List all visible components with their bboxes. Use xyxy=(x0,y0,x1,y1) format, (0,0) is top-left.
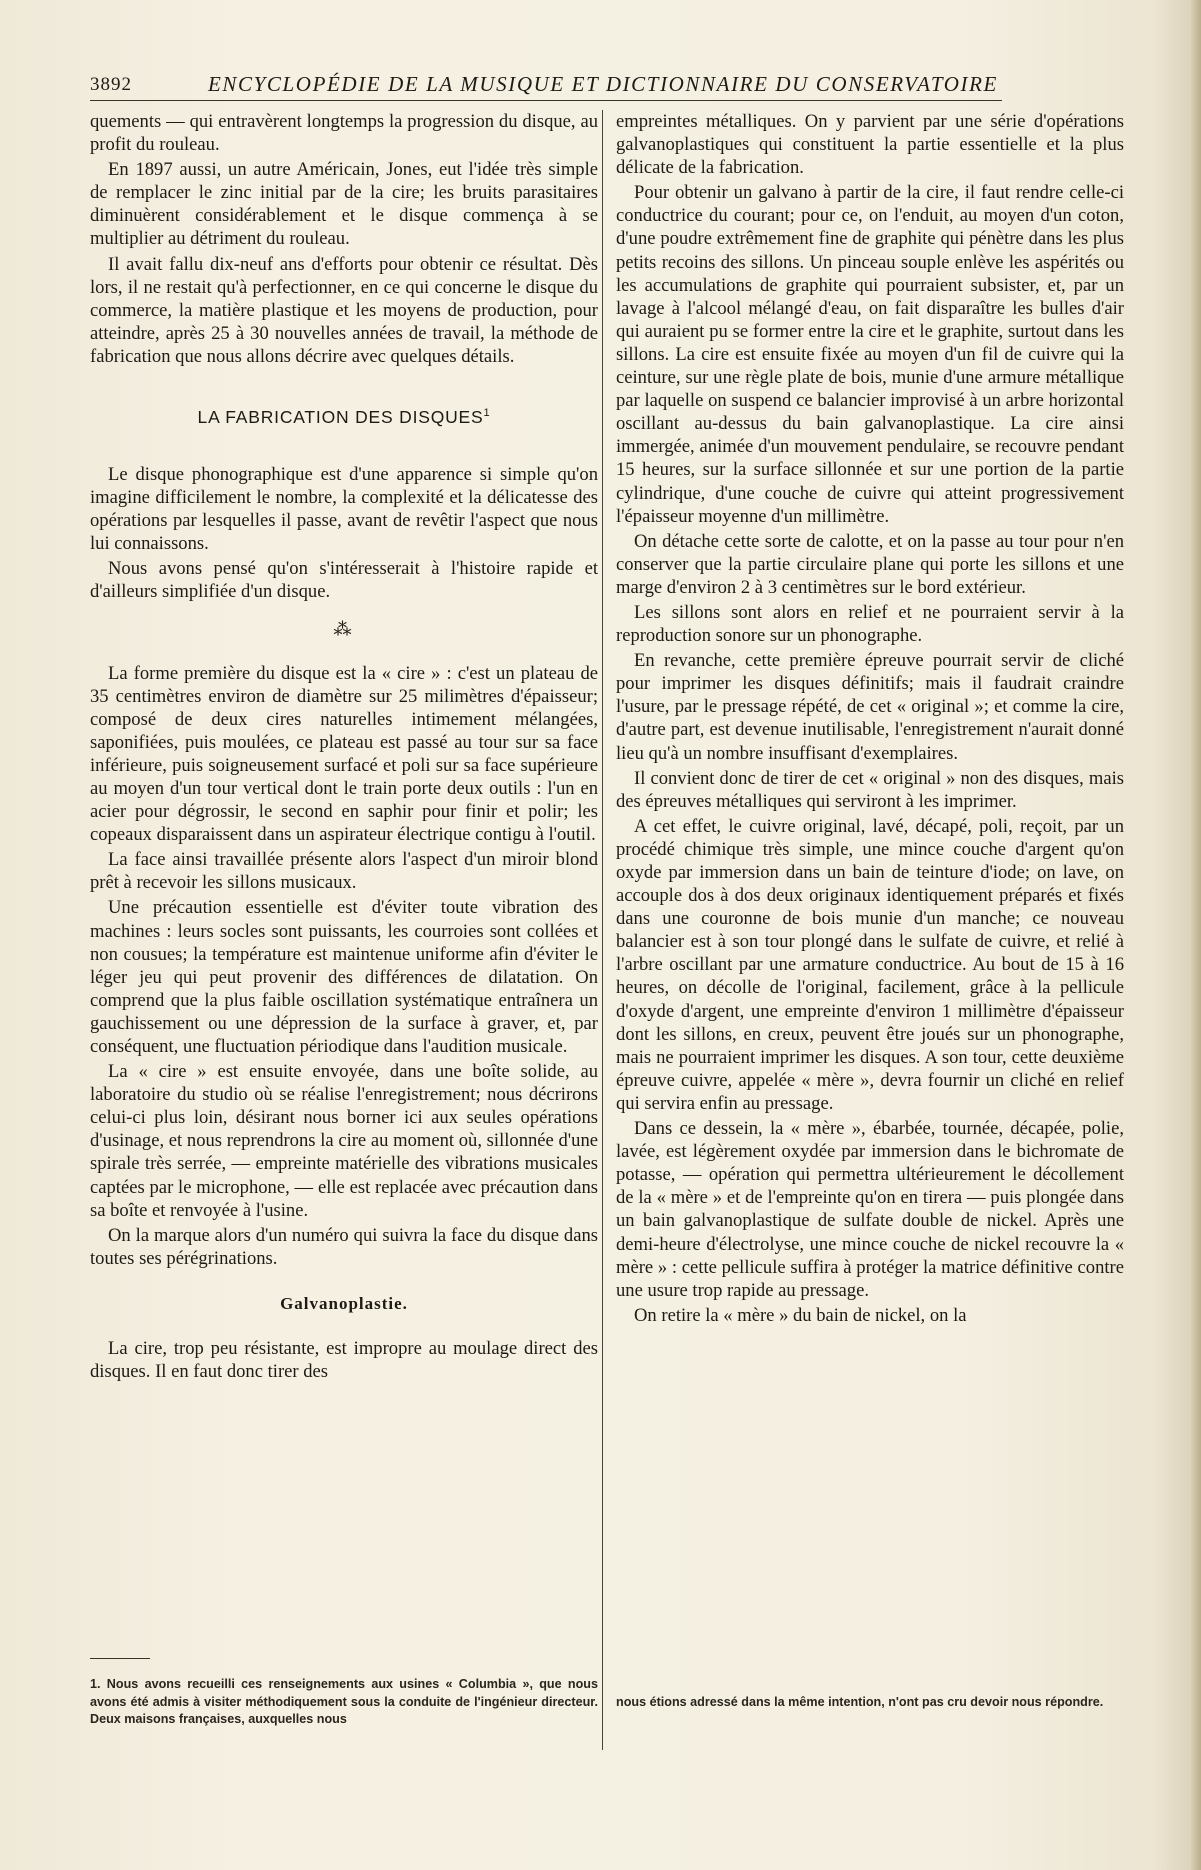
paragraph: On détache cette sorte de calotte, et on la passe au tour pour n'en conserver que la partie circulaire plane qui porte les sillons et une marge d'environ 2 à 3 centimètres sur le bord extérieur. xyxy=(616,530,1124,598)
paragraph: Il convient donc de tirer de cet « original » non des disques, mais des épreuves métalliques qui serviront à les imprimer. xyxy=(616,767,1124,812)
footnote-continued: nous étions adressé dans la même intention, n'ont pas cru devoir nous répondre. xyxy=(616,1695,1104,1709)
page-edge-shadow xyxy=(1191,0,1201,1870)
paragraph: La forme première du disque est la « cire » : c'est un plateau de 35 centimètres environ de diamètre sur 25 milimètres d'épaisseur; composé de deux cires naturelles intimement mélangées, saponifiées, puis moulées, ce plateau est passé au tour sur sa face inférieure, puis soigneusement surfacé et poli sur sa face supérieure au moyen d'un tour vertical dont le train porte deux outils : l'un en acier pour dégrossir, le second en saphir pour finir et polir; les copeaux disparaissent dans un aspirateur électrique contigu à l'outil. xyxy=(90,662,598,846)
paragraph: Nous avons pensé qu'on s'intéresserait à l'histoire rapide et d'ailleurs simplifiée d'un disque. xyxy=(90,558,598,603)
subsection-title: Galvanoplastie. xyxy=(280,1293,408,1313)
asterism-ornament: ⁂ xyxy=(333,618,355,639)
paragraph: quements — qui entravèrent longtemps la progression du disque, au profit du rouleau. xyxy=(90,111,598,156)
paragraph: La face ainsi travaillée présente alors l'aspect d'un miroir blond prêt à recevoir les sillons musicaux. xyxy=(90,849,598,894)
paragraph: Le disque phonographique est d'une apparence si simple qu'on imagine difficilement le nombre, la complexité et la délicatesse des opérations par lesquelles il passe, avant de revêtir l'aspect que nous lui connaissons. xyxy=(90,463,598,555)
column-divider xyxy=(602,110,603,1750)
paragraph: On retire la « mère » du bain de nickel, on la xyxy=(634,1304,967,1326)
footnote-rule xyxy=(90,1658,150,1659)
paragraph: Pour obtenir un galvano à partir de la cire, il faut rendre celle-ci conductrice du courant; pour ce, on l'enduit, au moyen d'un coton, d'une poudre extrêmement fine de graphite qui pénètre dans les plus petits recoins des sillons. Un pinceau souple enlève les aspérités ou les accumulations de graphite qui pourraient subsister, et, par un lavage à l'alcool mélangé d'eau, on fait disparaître les bulles d'air qui auraient pu se former entre la cire et le graphite, surtout dans les sillons. La cire est ensuite fixée au moyen d'un fil de cuivre qui la ceinture, sur une règle plate de bois, munie d'une armure métallique par laquelle on suspend ce balancier improvisé à un arbre horizontal oscillant au-dessus du bain galvanoplastique. La cire ainsi immergée, animée d'un mouvement pendulaire, se recouvre pendant 15 heures, sur la surface sillonnée et sur une portion de la partie cylindrique, d'une couche de cuivre qui atteint progressivement l'épaisseur moyenne d'un millimètre. xyxy=(616,182,1124,527)
footnote-mark: 1 xyxy=(483,407,491,420)
paragraph: La cire, trop peu résistante, est impropre au moulage direct des disques. Il en faut donc tirer des xyxy=(90,1338,598,1383)
paragraph: La « cire » est ensuite envoyée, dans une boîte solide, au laboratoire du studio où se réalise l'enregistrement; nous décrirons celui-ci plus loin, désirant nous borner ici aux seules opérations d'usinage, et nous reprendrons la cire au moment où, sillonnée d'une spirale très serrée, — empreinte matérielle des vibrations musicales captées par le microphone, — elle est replacée avec précaution dans sa boîte et renvoyée à l'usine. xyxy=(90,1061,598,1221)
paragraph: On la marque alors d'un numéro qui suivra la face du disque dans toutes ses pérégrinations. xyxy=(90,1224,598,1269)
footnote: 1. Nous avons recueilli ces renseignements aux usines « Columbia », que nous avons été admis à visiter méthodiquement sous la conduite de l'ingénieur directeur. Deux maisons françaises, auxquelles nous xyxy=(90,1677,598,1726)
left-column xyxy=(90,110,598,1385)
header-rule xyxy=(90,100,1002,101)
paragraph: A cet effet, le cuivre original, lavé, décapé, poli, reçoit, par un procédé chimique très simple, une mince couche d'argent qu'on oxyde par immersion dans un bain de teinture d'iode; on lave, on accouple dos à dos deux originaux identiquement préparés et fixés dans une couronne de bois munie d'un manche; ce nouveau balancier est à son tour plongé dans le sulfate de cuivre, et relié à l'arbre oscillant par une armature conductrice. Au bout de 15 à 16 heures, on décolle de l'original, facilement, grâce à la pellicule d'oxyde d'argent, une empreinte d'environ 1 millimètre d'épaisseur dont les sillons, en creux, peuvent être joués sur un phonographe, mais ne pourraient imprimer les disques. A son tour, cette deuxième épreuve cuivre, appelée « mère », devra fournir un cliché en relief qui servira enfin au pressage. xyxy=(616,815,1124,1114)
section-title-text: LA FABRICATION DES DISQUES xyxy=(197,406,484,427)
paragraph: empreintes métalliques. On y parvient par une série d'opérations galvanoplastiques qui constituent la partie essentielle et la plus délicate de la fabrication. xyxy=(616,111,1124,179)
page-number: 3892 xyxy=(90,74,132,95)
paragraph: Il avait fallu dix-neuf ans d'efforts pour obtenir ce résultat. Dès lors, il ne restait qu'à perfectionner, en ce qui concerne le disque du commerce, la matière plastique et les moyens de production, pour atteindre, après 25 à 30 nouvelles années de travail, la méthode de fabrication que nous allons décrire avec quelques détails. xyxy=(90,253,598,367)
paragraph: En 1897 aussi, un autre Américain, Jones, eut l'idée très simple de remplacer le zinc initial par de la cire; les bruits parasitaires diminuèrent considérablement et le disque commença à se multiplier au détriment du rouleau. xyxy=(90,159,598,250)
section-title xyxy=(90,402,598,429)
paragraph: Les sillons sont alors en relief et ne pourraient servir à la reproduction sonore sur un phonographe. xyxy=(616,601,1124,647)
right-column xyxy=(616,110,1124,1329)
paragraph: En revanche, cette première épreuve pourrait servir de cliché pour imprimer les disques définitifs; mais il faudrait craindre l'usure, par le pressage répété, de cet « original »; et comme la cire, d'autre part, est devenue inutilisable, l'enregistrement n'aurait donné lieu qu'à un nombre insuffisant d'exemplaires. xyxy=(616,650,1124,764)
running-title: ENCYCLOPÉDIE DE LA MUSIQUE ET DICTIONNAIRE DU CONSERVATOIRE xyxy=(208,72,998,96)
paragraph: Dans ce dessein, la « mère », ébarbée, tournée, décapée, polie, lavée, est légèrement oxydée par immersion dans le bichromate de potasse, — opération qui permettra ultérieurement le décollement de la « mère » et de l'empreinte qu'on en tirera — puis plongée dans un bain galvanoplastique de sulfate double de nickel. Après une demi-heure d'électrolyse, une mince couche de nickel recouvre la « mère » : cette pellicule suffira à protéger la matrice définitive contre une usure trop rapide au pressage. xyxy=(616,1118,1124,1301)
paragraph: Une précaution essentielle est d'éviter toute vibration des machines : leurs socles sont puissants, les courroies sont collées et non cousues; la température est maintenue uniforme afin d'éviter le léger jeu qui peut provenir des différences de dilatation. On comprend que la plus faible oscillation systématique entraînera un gauchissement ou une dépression de la surface à graver, et, par conséquent, une fluctuation périodique dans l'audition musicale. xyxy=(90,897,598,1058)
page-header xyxy=(90,70,1002,104)
